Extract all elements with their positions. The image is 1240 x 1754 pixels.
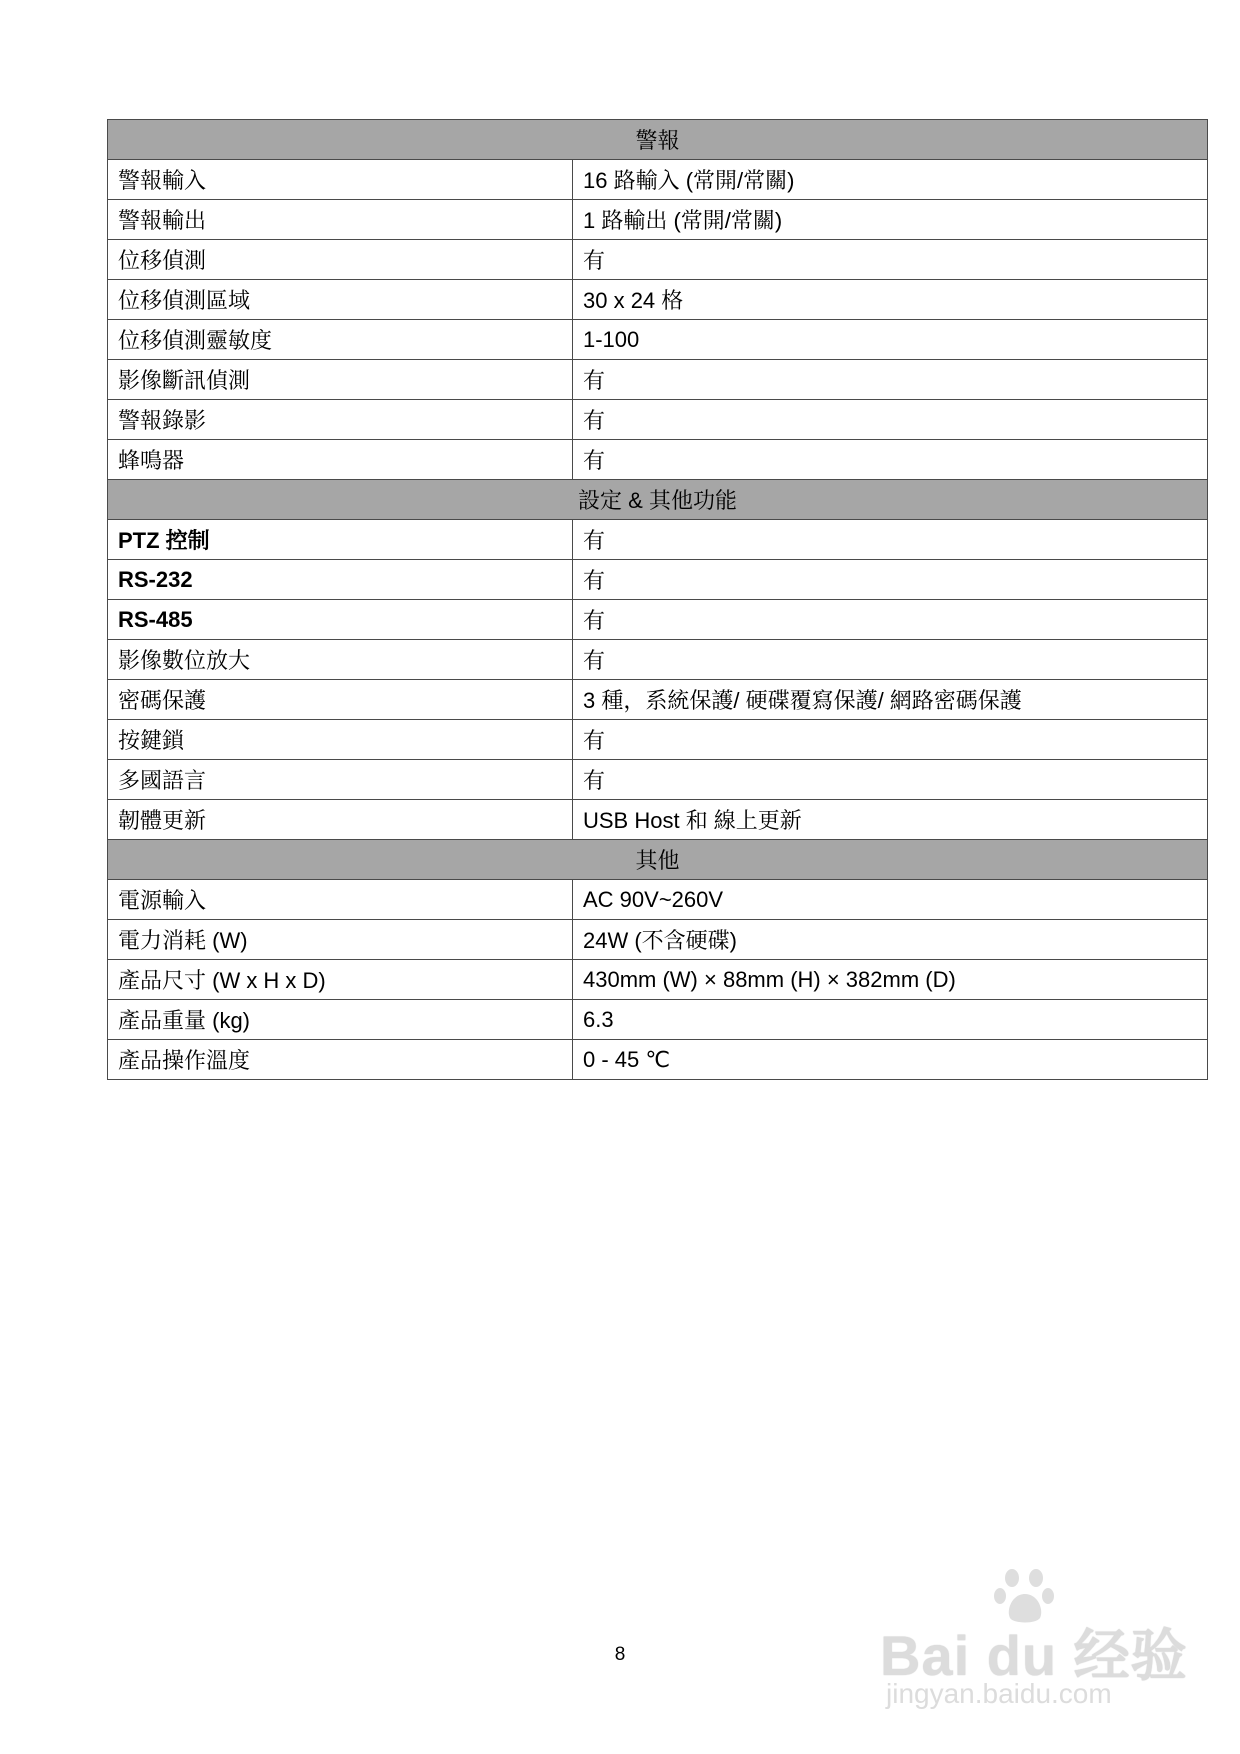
spec-value: 430mm (W) × 88mm (H) × 382mm (D) — [573, 960, 1208, 1000]
spec-value: USB Host 和 線上更新 — [573, 800, 1208, 840]
spec-label: 影像數位放大 — [108, 640, 573, 680]
table-row — [108, 880, 1208, 920]
spec-label: 位移偵測區域 — [108, 280, 573, 320]
spec-value: 有 — [573, 240, 1208, 280]
spec-value: 6.3 — [573, 1000, 1208, 1040]
spec-value: 有 — [573, 600, 1208, 640]
table-row — [108, 440, 1208, 480]
watermark-url: jingyan.baidu.com — [886, 1678, 1112, 1709]
spec-value: 有 — [573, 360, 1208, 400]
spec-label: 電力消耗 (W) — [108, 920, 573, 960]
spec-label: RS-485 — [108, 600, 573, 640]
spec-label: 警報輸出 — [108, 200, 573, 240]
spec-label: 按鍵鎖 — [108, 720, 573, 760]
spec-label: 位移偵測 — [108, 240, 573, 280]
table-row — [108, 320, 1208, 360]
spec-label: 警報輸入 — [108, 160, 573, 200]
spec-label: 密碼保護 — [108, 680, 573, 720]
table-row — [108, 680, 1208, 720]
table-row — [108, 600, 1208, 640]
table-row — [108, 160, 1208, 200]
spec-value: 有 — [573, 520, 1208, 560]
spec-value: 有 — [573, 440, 1208, 480]
spec-value: 3 種，系統保護/ 硬碟覆寫保護/ 網路密碼保護 — [573, 680, 1208, 720]
section-header-row — [108, 480, 1208, 520]
spec-label: 產品尺寸 (W x H x D) — [108, 960, 573, 1000]
spec-value: 有 — [573, 640, 1208, 680]
spec-label: PTZ 控制 — [108, 520, 573, 560]
spec-table — [107, 119, 1208, 1080]
page-number: 8 — [614, 1644, 626, 1665]
spec-label: 位移偵測靈敏度 — [108, 320, 573, 360]
table-row — [108, 920, 1208, 960]
section-title: 警報 — [108, 120, 1208, 160]
spec-label: 產品操作溫度 — [108, 1040, 573, 1080]
spec-value: 1-100 — [573, 320, 1208, 360]
table-row — [108, 640, 1208, 680]
spec-label: 電源輸入 — [108, 880, 573, 920]
spec-value: 30 x 24 格 — [573, 280, 1208, 320]
spec-value: 24W (不含硬碟) — [573, 920, 1208, 960]
spec-label: 多國語言 — [108, 760, 573, 800]
spec-label: 蜂鳴器 — [108, 440, 573, 480]
table-row — [108, 720, 1208, 760]
table-row — [108, 1000, 1208, 1040]
spec-value: 有 — [573, 400, 1208, 440]
table-row — [108, 560, 1208, 600]
table-row — [108, 800, 1208, 840]
section-title: 其他 — [108, 840, 1208, 880]
spec-value: 16 路輸入 (常開/常關) — [573, 160, 1208, 200]
watermark-logo: Bai du 经验 — [880, 1624, 1188, 1687]
table-row — [108, 400, 1208, 440]
section-header-row — [108, 120, 1208, 160]
spec-value: 1 路輸出 (常開/常關) — [573, 200, 1208, 240]
table-row — [108, 200, 1208, 240]
baidu-watermark — [880, 1560, 1210, 1710]
table-row — [108, 360, 1208, 400]
spec-label: 影像斷訊偵測 — [108, 360, 573, 400]
table-row — [108, 960, 1208, 1000]
spec-label: RS-232 — [108, 560, 573, 600]
spec-label: 產品重量 (kg) — [108, 1000, 573, 1040]
table-row — [108, 520, 1208, 560]
spec-label: 韌體更新 — [108, 800, 573, 840]
spec-value: 有 — [573, 720, 1208, 760]
section-header-row — [108, 840, 1208, 880]
section-title: 設定 & 其他功能 — [108, 480, 1208, 520]
table-row — [108, 280, 1208, 320]
spec-value: 有 — [573, 760, 1208, 800]
spec-label: 警報錄影 — [108, 400, 573, 440]
table-row — [108, 1040, 1208, 1080]
spec-value: 0 - 45 ℃ — [573, 1040, 1208, 1080]
spec-value: 有 — [573, 560, 1208, 600]
spec-value: AC 90V~260V — [573, 880, 1208, 920]
table-row — [108, 240, 1208, 280]
table-row — [108, 760, 1208, 800]
